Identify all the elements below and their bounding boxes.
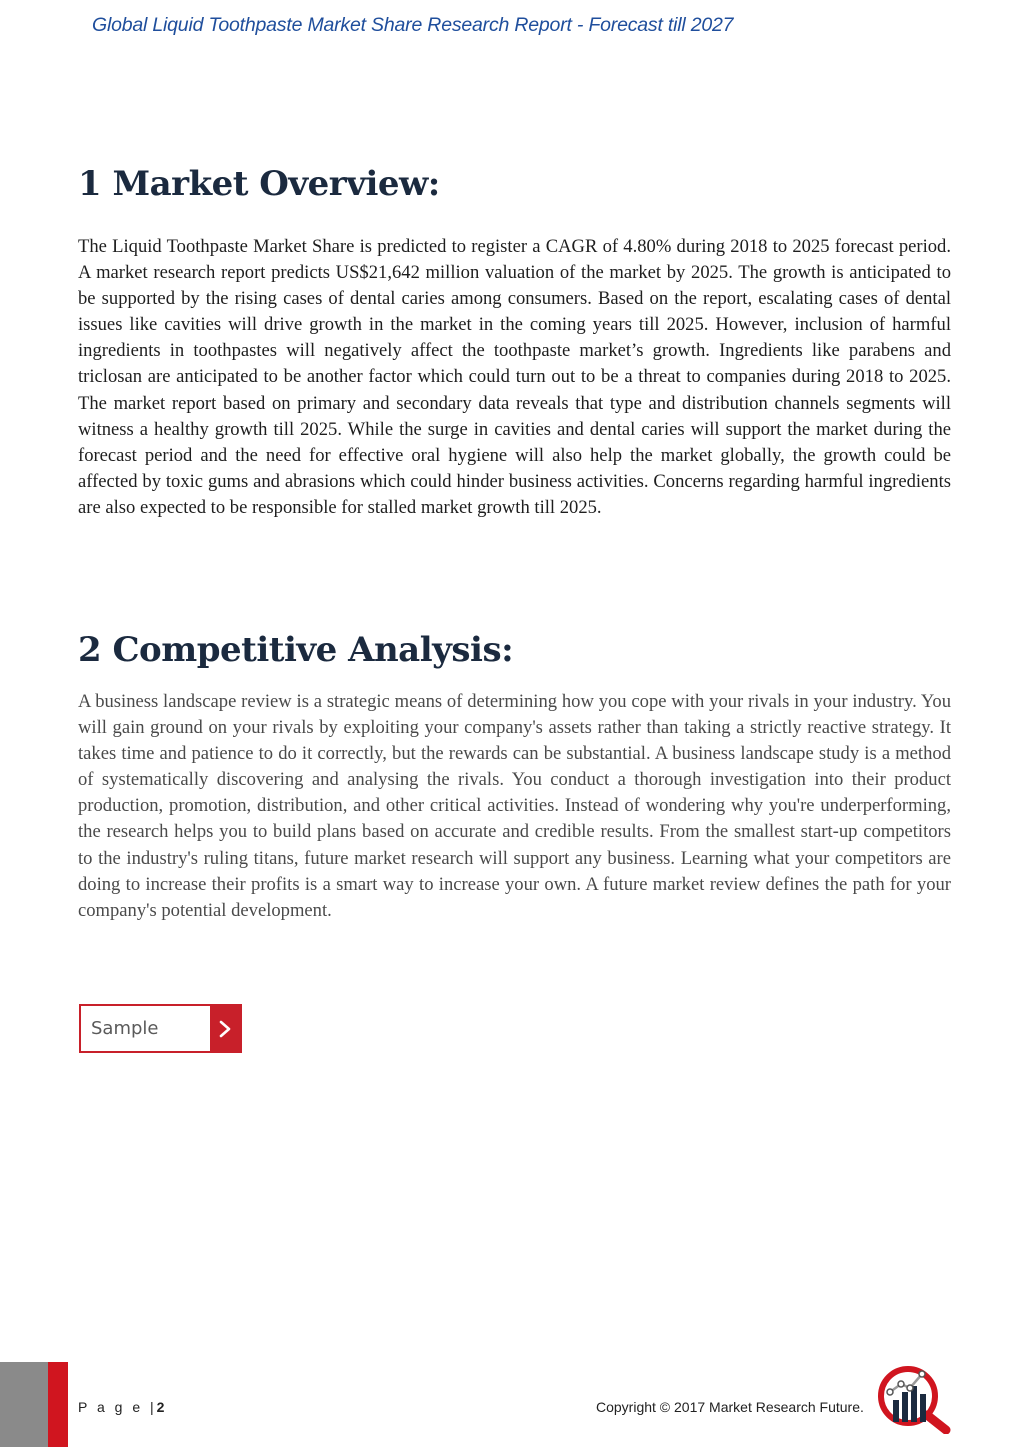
section-heading-market-overview: 1 Market Overview:	[78, 164, 440, 204]
chevron-right-icon	[210, 1006, 240, 1051]
document-header-title: Global Liquid Toothpaste Market Share Research Report - Forecast till 2027	[92, 14, 734, 36]
page-label-text: P a g e |	[78, 1399, 157, 1415]
footer-gray-bar	[0, 1362, 48, 1447]
page-number: 2	[156, 1399, 165, 1415]
section-heading-competitive-analysis: 2 Competitive Analysis:	[78, 630, 514, 670]
copyright-text: Copyright © 2017 Market Research Future.	[596, 1399, 864, 1415]
footer-red-bar	[48, 1362, 68, 1447]
competitive-analysis-paragraph: A business landscape review is a strategic means of determining how you cope with your rivals in your industry. You will gain ground on your rivals by exploiting your company's assets rather than taking a strictly reactive strategy. It takes time and patience to do it correctly, but the rewards can be substantial. A business landscape study is a method of systematically discovering and analysing the rivals. You conduct a thorough investigation into their product production, promotion, distribution, and other critical activities. Instead of wondering why you're underperforming, the research helps you to build plans based on accurate and credible results. From the smallest start-up competitors to the industry's ruling titans, future market research will support any business. Learning what your competitors are doing to increase their profits is a smart way to increase your own. A future market review defines the path for your company's potential development.	[78, 691, 951, 921]
sample-button[interactable]	[79, 1004, 242, 1053]
market-overview-paragraph: The Liquid Toothpaste Market Share is predicted to register a CAGR of 4.80% during 2018 to 2025 forecast period. A market research report predicts US$21,642 million valuation of the market by 2025. The growth is anticipated to be supported by the rising cases of dental caries among consumers. Based on the report, escalating cases of dental issues like cavities will drive growth in the market in the coming years till 2025. However, inclusion of harmful ingredients in toothpastes will negatively affect the toothpaste market’s growth. Ingredients like parabens and triclosan are anticipated to be another factor which could turn out to be a threat to companies during 2018 to 2025. The market report based on primary and secondary data reveals that type and distribution channels segments will witness a healthy growth till 2025. While the surge in cavities and dental caries will support the market during the forecast period and the need for effective oral hygiene will also help the market globally, the growth could be affected by toxic gums and abrasions which could hinder business activities. Concerns regarding harmful ingredients are also expected to be responsible for stalled market growth till 2025.	[78, 236, 951, 518]
market-research-logo-icon	[874, 1362, 954, 1434]
sample-button-label: Sample	[91, 1018, 159, 1039]
page-number-label	[78, 1399, 164, 1415]
